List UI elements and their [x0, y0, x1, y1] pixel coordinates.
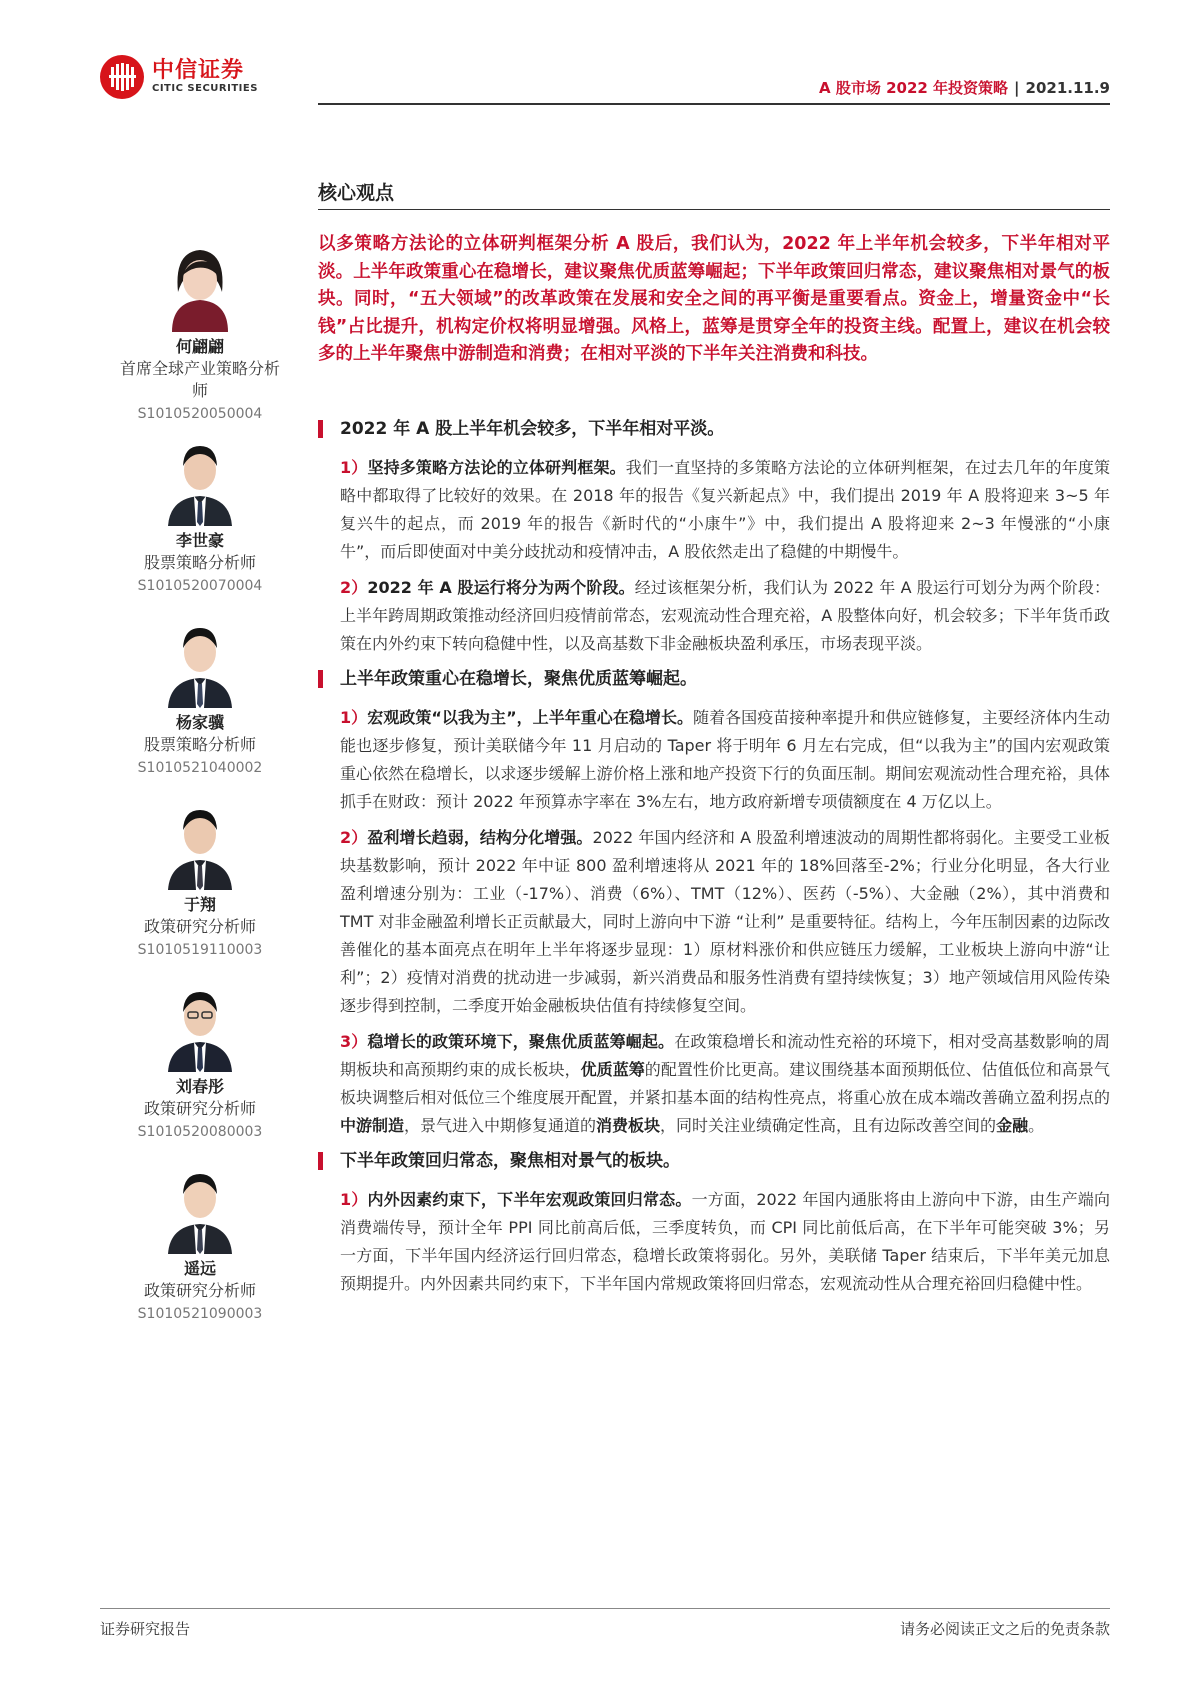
- para-lead: 盈利增长趋弱，结构分化增强。: [367, 828, 593, 847]
- para-emphasis: 中游制造: [340, 1116, 405, 1135]
- para-text: ，景气进入中期修复通道的: [404, 1116, 597, 1135]
- header-separator: |: [1014, 79, 1020, 97]
- logo-chinese-name: 中信证券: [152, 58, 245, 83]
- analyst-photo: [150, 1154, 250, 1254]
- paragraph: [318, 1028, 1110, 1140]
- para-number: 1）: [340, 1190, 368, 1209]
- core-divider: [318, 209, 1110, 210]
- para-emphasis: 优质蓝筹: [580, 1060, 645, 1079]
- para-lead: 稳增长的政策环境下，聚焦优质蓝筹崛起。: [367, 1032, 675, 1051]
- section-heading: [318, 416, 1110, 442]
- analyst-title: 股票策略分析师: [143, 553, 256, 572]
- paragraph: [318, 704, 1110, 816]
- analyst-title: 首席全球产业策略分析师: [120, 359, 281, 400]
- citic-logo: [100, 55, 258, 99]
- para-number: 2）: [340, 578, 368, 597]
- section-marker-icon: [318, 420, 323, 438]
- analyst-title: 政策研究分析师: [143, 917, 256, 936]
- paragraph: [318, 1186, 1110, 1298]
- analyst-title: 政策研究分析师: [143, 1099, 256, 1118]
- section-heading: [318, 666, 1110, 692]
- section-title: 2022 年 A 股上半年机会较多，下半年相对平淡。: [340, 419, 725, 439]
- analyst-name: 遥远: [183, 1259, 216, 1278]
- analyst-card: [100, 608, 300, 778]
- header-doc-info: [819, 77, 1110, 98]
- analyst-name: 刘春彤: [175, 1077, 224, 1096]
- para-text: 的配置性价比更高。建议围绕基本面预期低位、估值低位和高景气板块调整后相对低位三个维度展开配置，并紧扣基本面的结构性亮点，将重心放在成本端改善确立盈利拐点的: [340, 1060, 1110, 1107]
- para-number: 1）: [340, 708, 368, 727]
- analyst-license-id: S1010520050004: [137, 406, 263, 422]
- para-text: 我们一直坚持的多策略方法论的立体研判框架，在过去几年的年度策略中都取得了比较好的效果。在 2018 年的报告《复兴新起点》中，我们提出 2019 年 A 股将迎来 3~5 年复兴牛的起点，而 2019 年的报告《新时代的“小康牛”》中，我们提出 A 股将迎来 2~3 年慢涨的“小康牛”，而后即使面对中美分歧扰动和疫情冲击，A 股依然走出了稳健的中期慢牛。: [340, 458, 1110, 561]
- analyst-name: 杨家骥: [175, 713, 224, 732]
- analyst-card: [100, 972, 300, 1142]
- analyst-name: 何翩翩: [175, 337, 224, 356]
- header-divider: [318, 103, 1110, 105]
- para-lead: 内外因素约束下，下半年宏观政策回归常态。: [367, 1190, 692, 1209]
- footer-disclaimer: 请务必阅读正文之后的免责条款: [899, 1620, 1110, 1638]
- para-lead: 2022 年 A 股运行将分为两个阶段。: [367, 578, 635, 597]
- analyst-title: 政策研究分析师: [143, 1281, 256, 1300]
- analyst-license-id: S1010521090003: [137, 1306, 263, 1322]
- section-marker-icon: [318, 670, 323, 688]
- para-lead: 宏观政策“以我为主”，上半年重心在稳增长。: [367, 708, 694, 727]
- para-number: 1）: [340, 458, 368, 477]
- para-number: 3）: [340, 1032, 368, 1051]
- analyst-card: [100, 426, 300, 596]
- para-number: 2）: [340, 828, 368, 847]
- paragraph: [318, 454, 1110, 566]
- core-title: 核心观点: [318, 182, 395, 204]
- doc-date: 2021.11.9: [1025, 79, 1110, 97]
- para-text: 2022 年国内经济和 A 股盈利增速波动的周期性都将弱化。主要受工业板块基数影响，预计 2022 年中证 800 盈利增速将从 2021 年的 18%回落至-2%；行业分化明显，各大行业盈利增速分别为：工业（-17%）、消费（6%）、TMT（12%）、医药（-5%）、大金融（2%），其中消费和 TMT 对非金融盈利增长正贡献最大，同时上游向中下游 “让利” 是重要特征。结构上，今年压制因素的边际改善催化的基本面亮点在明年上半年将逐步显现：1）原材料涨价和供应链压力缓解，工业板块上游向中游“让利”；2）疫情对消费的扰动进一步减弱，新兴消费品和服务性消费有望持续恢复；3）地产领域信用风险传染逐步得到控制，二季度开始金融板块估值有持续修复空间。: [340, 828, 1110, 1015]
- main-content: [318, 416, 1110, 1306]
- analyst-photo: [150, 972, 250, 1072]
- section-heading: [318, 1148, 1110, 1174]
- para-text: 一方面，2022 年国内通胀将由上游向中下游，由生产端向消费端传导，预计全年 PPI 同比前高后低，三季度转负，而 CPI 同比前低后高，在下半年可能突破 3%；另一方面，下半年国内经济运行回归常态，稳增长政策将弱化。另外，美联储 Taper 结束后，下半年美元加息预期提升。内外因素共同约束下，下半年国内常规政策将回归常态，宏观流动性从合理充裕回归稳健中性。: [340, 1190, 1110, 1293]
- analyst-name: 于翔: [183, 895, 216, 914]
- page-header: [100, 55, 1110, 105]
- citic-logo-icon: [100, 55, 144, 99]
- para-emphasis: 消费板块: [596, 1116, 661, 1135]
- analyst-photo: [150, 426, 250, 526]
- para-text: 在政策稳增长和流动性充裕的环境下，相对受高基数影响的周期板块和高预期约束的成长板块，: [340, 1032, 1110, 1079]
- section-marker-icon: [318, 1152, 323, 1170]
- analyst-photo: [150, 608, 250, 708]
- para-text: 随着各国疫苗接种率提升和供应链修复，主要经济体内生动能也逐步修复，预计美联储今年 11 月启动的 Taper 将于明年 6 月左右完成，但“以我为主”的国内宏观政策重心依然在稳增长，以求逐步缓解上游价格上涨和地产投资下行的负面压制。期间宏观流动性合理充裕，具体抓手在财政：预计 2022 年预算赤字率在 3%左右，地方政府新增专项债额度在 4 万亿以上。: [340, 708, 1110, 811]
- core-highlight: 以多策略方法论的立体研判框架分析 A 股后，我们认为，2022 年上半年机会较多，下半年相对平淡。上半年政策重心在稳增长，建议聚焦优质蓝筹崛起；下半年政策回归常态，建议聚焦相对景气的板块。同时，“五大领域”的改革政策在发展和安全之间的再平衡是重要看点。资金上，增量资金中“长钱”占比提升，机构定价权将明显增强。风格上，蓝筹是贯穿全年的投资主线。配置上，建议在机会较多的上半年聚焦中游制造和消费；在相对平淡的下半年关注消费和科技。: [318, 234, 1110, 364]
- doc-title: A 股市场 2022 年投资策略: [819, 79, 1009, 97]
- logo-english-name: CITIC SECURITIES: [152, 83, 258, 94]
- analyst-card: [100, 790, 300, 960]
- analyst-name: 李世豪: [175, 531, 224, 550]
- para-lead: 坚持多策略方法论的立体研判框架。: [367, 458, 626, 477]
- footer-divider: [100, 1608, 1110, 1609]
- para-text: ，同时关注业绩确定性高，且有边际改善空间的: [660, 1116, 997, 1135]
- analyst-license-id: S1010520070004: [137, 578, 263, 594]
- paragraph: [318, 574, 1110, 658]
- analyst-license-id: S1010519110003: [137, 942, 263, 958]
- analyst-photo: [150, 790, 250, 890]
- analyst-card: [100, 232, 300, 424]
- section-title: 下半年政策回归常态，聚焦相对景气的板块。: [340, 1151, 680, 1171]
- analyst-license-id: S1010520080003: [137, 1124, 263, 1140]
- section-title: 上半年政策重心在稳增长，聚焦优质蓝筹崛起。: [340, 669, 697, 689]
- footer-label: 证券研究报告: [100, 1620, 191, 1638]
- analyst-title: 股票策略分析师: [143, 735, 256, 754]
- analyst-card: [100, 1154, 300, 1324]
- analyst-photo: [150, 232, 250, 332]
- para-text: 经过该框架分析，我们认为 2022 年 A 股运行可划分为两个阶段：上半年跨周期政策推动经济回归疫情前常态，宏观流动性合理充裕，A 股整体向好，机会较多；下半年货币政策在内外约束下转向稳健中性，以及高基数下非金融板块盈利承压，市场表现平淡。: [340, 578, 1110, 653]
- para-text: 。: [1028, 1116, 1045, 1135]
- para-emphasis: 金融: [996, 1116, 1029, 1135]
- paragraph: [318, 824, 1110, 1020]
- analyst-license-id: S1010521040002: [137, 760, 263, 776]
